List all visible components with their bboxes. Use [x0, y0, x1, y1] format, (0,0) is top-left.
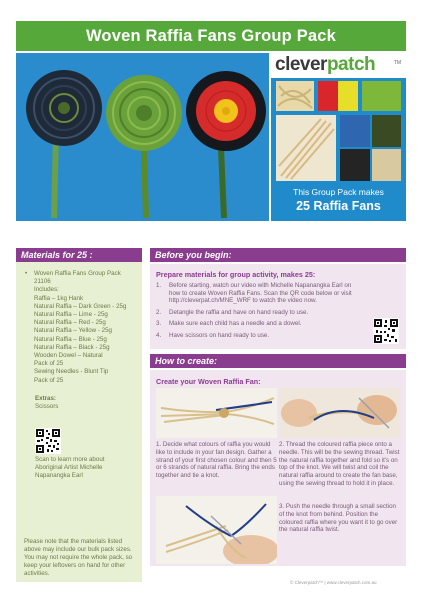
list-item: Pack of 25	[34, 376, 64, 384]
qr-code-icon[interactable]	[373, 318, 399, 344]
list-item: 4. Have scissors on hand ready to use.	[156, 331, 270, 339]
fans-illustration	[16, 53, 269, 221]
list-item: 1. Before starting, watch our video with Michelle Napanangka Earl on how to create Woven Raffia Fans. Scan the QR code below or visit http://cleverpat.ch/MNE_WRF to watch the video now.	[156, 282, 352, 305]
step2-photo	[279, 388, 400, 438]
materials-note: Please note that the materials listed above may include our bulk pack sizes. You may not require the whole pack, so keep your leftovers on hand for other activities.	[24, 538, 133, 577]
fan-handle	[54, 133, 56, 218]
before-subheading: Prepare materials for group activity, makes 25:	[156, 270, 316, 279]
promo-line2: 25 Raffia Fans	[296, 199, 381, 213]
list-item: 2. Detangle the raffia and have on hand ready to use.	[156, 308, 309, 316]
list-item: Wooden Dowel – Natural	[34, 352, 103, 360]
list-item: Natural Raffia – Lime - 25g	[34, 311, 108, 319]
list-item: Includes:	[34, 286, 59, 294]
before-steps	[156, 282, 361, 344]
step3-photo	[156, 496, 277, 564]
cleverpatch-logo	[271, 53, 406, 78]
list-item: Natural Raffia – Blue - 25g	[34, 335, 107, 343]
list-item: Sewing Needles - Blunt Tip	[34, 368, 109, 376]
list-bullet: •	[25, 270, 28, 277]
promo-line1: This Group Pack makes	[293, 187, 384, 197]
fan-handle	[144, 148, 146, 218]
list-item: Pack of 25	[34, 360, 64, 368]
how-heading: How to create:	[150, 354, 406, 368]
list-item: Natural Raffia – Black - 25g	[34, 343, 110, 351]
materials-heading: Materials for 25 :	[16, 248, 142, 262]
list-item: 21106	[34, 278, 51, 286]
list-item: Woven Raffia Fans Group Pack	[34, 270, 121, 277]
list-item: Natural Raffia – Yellow - 25g	[34, 327, 112, 335]
promo-panel	[271, 53, 406, 221]
step2-text: 2. Thread the coloured raffia piece onto a needle. This will be the sewing thread. Twist the natural raffia together and fold so it's on top of the knot. We will twist and coil the natural raffia around to create the fan base, using the sewing thread to hold it in place.	[279, 441, 400, 487]
extras-item: Scissors	[35, 403, 59, 410]
how-subheading: Create your Woven Raffia Fan:	[156, 377, 261, 386]
step3-text: 3. Push the needle through a small section of the knot from behind. Position the coloured raffia where you want it to go over the natural raffia twist.	[279, 503, 398, 534]
hero-photo	[16, 53, 269, 221]
extras-heading: Extras:	[35, 395, 56, 402]
list-item: Natural Raffia – Red - 25g	[34, 319, 106, 327]
materials-sidebar	[16, 262, 142, 582]
page-title: Woven Raffia Fans Group Pack	[16, 21, 406, 51]
fan-handle	[221, 148, 224, 218]
before-heading: Before you begin:	[150, 248, 406, 262]
list-item: Natural Raffia – Dark Green - 25g	[34, 302, 127, 310]
list-item: Raffia – 1kg Hank	[34, 294, 84, 302]
materials-photo	[276, 81, 401, 183]
step1-text: 1. Decide what colours of raffia you would like to include in your fan design. Gather a strand of your first chosen colour and then 5 or 6 strands of natural raffia. Bring the ends together and tie a knot.	[156, 441, 277, 480]
logo-main: clever	[275, 54, 327, 75]
list-item: 3. Make sure each child has a needle and a dowel.	[156, 320, 302, 328]
logo-tm: TM	[393, 60, 401, 66]
qr-code-icon[interactable]	[35, 428, 61, 454]
scan-text: Scan to learn more about Aboriginal Artist Michelle Napanangka Earl	[35, 456, 105, 479]
step1-photo	[156, 388, 277, 438]
footer: © Cleverpatch™ | www.cleverpatch.com.au	[290, 580, 377, 585]
logo-accent: patch	[326, 54, 376, 75]
